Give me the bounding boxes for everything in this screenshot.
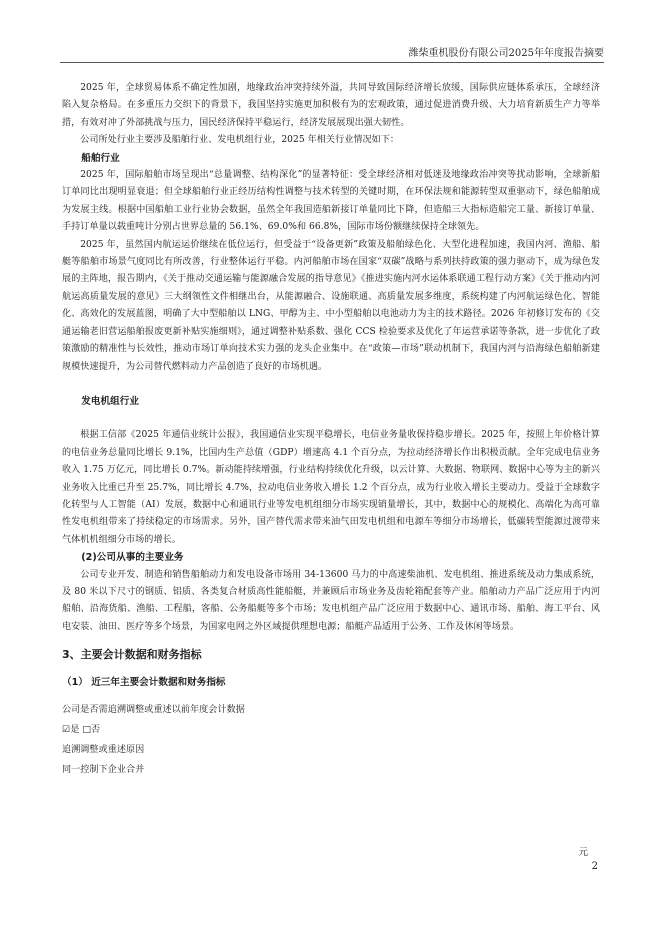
restatement-question: 公司是否需追溯调整或重述以前年度会计数据 (62, 705, 245, 716)
section-3-title: 3、主要会计数据和财务指标 (62, 648, 202, 662)
page-number: 2 (591, 861, 598, 872)
header-rule (60, 62, 604, 63)
genset-paragraph-1: 根据工信部《2025 年通信业统计公报》，我国通信业实现平稳增长，电信业务量收保持稳步增长。2025 年，按照上年价格计算的电信业务总量同比增长 9.1%，比国内生产总值（GDP）增速高 4.1 个百分点，为拉动经济增长作出积极贡献。全年完成电信业务收入 1.75 万亿元，同比增长 0.7%。新动能持续增强，行业结构持续优化升级，以云计算、大数据、物联网、数据中心等为主的新兴业务收入比重已升至 25.7%，同比增长 4.7%，拉动电信业务收入增长 1.2 个百分点，成为行业收入增长主要动力。受益于全球数字化转型与人工智能（AI）发展，数据中心和通讯行业等发电机组细分市场实现销量增长，其中，数据中心的规模化、高端化为高可靠性发电机组带来了持续稳定的市场需求。另外，国产替代需求带来油气田发电机组和电源车等细分市场增长，低碳转型能源过渡带来气体机机组细分市场的增长。 (62, 430, 600, 545)
restatement-checkboxes (62, 720, 600, 740)
main-business-heading: (2)公司从事的主要业务 (81, 552, 184, 564)
currency-unit: 元 (578, 847, 588, 858)
checkbox-no: □否 (82, 725, 101, 736)
genset-industry-heading: 发电机组行业 (81, 395, 140, 407)
ship-paragraph-1: 2025 年，国际船舶市场呈现出“总量调整、结构深化”的显著特征：受全球经济相对低迷及地缘政治冲突等扰动影响，全球新船订单同比出现明显衰退；但全球船舶行业正经历结构性调整与技术转型的关键时期，在环保法规和能源转型双重驱动下，绿色船舶成为发展主线。根据中国船舶工业行业协会数据，虽然全年我国造船新接订单量同比下降，但造船三大指标造船完工量、新接订单量、手持订单量以载重吨计分别占世界总量的 56.1%、69.0%和 66.8%，国际市场份额继续保持全球领先。 (62, 170, 600, 233)
report-header: 潍柴重机股份有限公司2025年年度报告摘要 (408, 48, 604, 59)
spacer (62, 376, 600, 393)
document-body (62, 80, 600, 780)
ship-industry-heading: 船舶行业 (81, 152, 120, 164)
intro-paragraph-2: 公司所处行业主要涉及船舶行业、发电机组行业，2025 年相关行业情况如下： (80, 135, 400, 146)
restatement-reason-label: 追溯调整或重述原因 (62, 745, 145, 756)
main-business-paragraph: 公司专业开发、制造和销售船舶动力和发电设备市场用 34-13600 马力的中高速柴油机、发电机组、推进系统及动力集成系统，及 80 米以下尺寸的钢质、铝质、各类复合材质高性能船艇，并兼顾后市场业务及齿轮箱配套等产业。船舶动力产品广泛应用于内河船舶、沿海货船、渔船、工程船，客船、公务船艇等多个市场；发电机组产品广泛应用于数据中心、通讯市场、船舶、海工平台、风电安装、油田、医疗等多个场景，为国家电网之外区域提供理想电源；船艇产品适用于公务、工作及休闲等场景。 (62, 569, 600, 632)
section-3-subtitle: （1） 近三年主要会计数据和财务指标 (62, 677, 226, 689)
spacer (62, 410, 600, 427)
checkbox-yes: ☑是 (62, 725, 80, 736)
intro-paragraph-1: 2025 年，全球贸易体系不确定性加剧，地缘政治冲突持续外溢，共同导致国际经济增长放缓，国际供应链体系承压，全球经济陷入复杂格局。在多重压力交织下的背景下，我国坚持实施更加积极有为的宏观政策，通过促进消费升级、大力培育新质生产力等举措，有效对冲了外部挑战与压力，国民经济保持平稳运行，经济发展展现出强大韧性。 (62, 83, 600, 128)
restatement-reason-value: 同一控制下企业合并 (62, 765, 145, 776)
ship-paragraph-2: 2025 年，虽然国内航运运价继续在低位运行，但受益于“设备更新”政策及船舶绿色化、大型化进程加速，我国内河、渔船、船艇等船舶市场景气度同比有所改善，行业整体运行平稳。内河船舶市场在国家“双碳”战略与系列扶持政策的强力驱动下，成为绿色发展的主阵地，报告期内，《关于推动交通运输与能源融合发展的指导意见》《推进实施内河水运体系联通工程行动方案》《关于推动内河航运高质量发展的意见》三大纲领性文件相继出台，从能源融合、设施联通、高质量发展多维度，系统构建了内河航运绿色化、智能化、高效化的发展蓝图，明确了大中型船舶以 LNG、甲醇为主、中小型船舶以电池动力为主的技术路径。2026 年初修订发布的《交通运输老旧营运船舶报废更新补贴实施细则》，通过调整补贴系数、强化 CCS 检验要求及优化了年运营承诺等条款，进一步优化了政策激励的精准性与长效性，推动市场订单向技术实力强的龙头企业集中。在“政策—市场”联动机制下，我国内河与沿海绿色船舶新建规模快速提升，为公司替代燃料动力产品创造了良好的市场机遇。 (62, 239, 600, 372)
